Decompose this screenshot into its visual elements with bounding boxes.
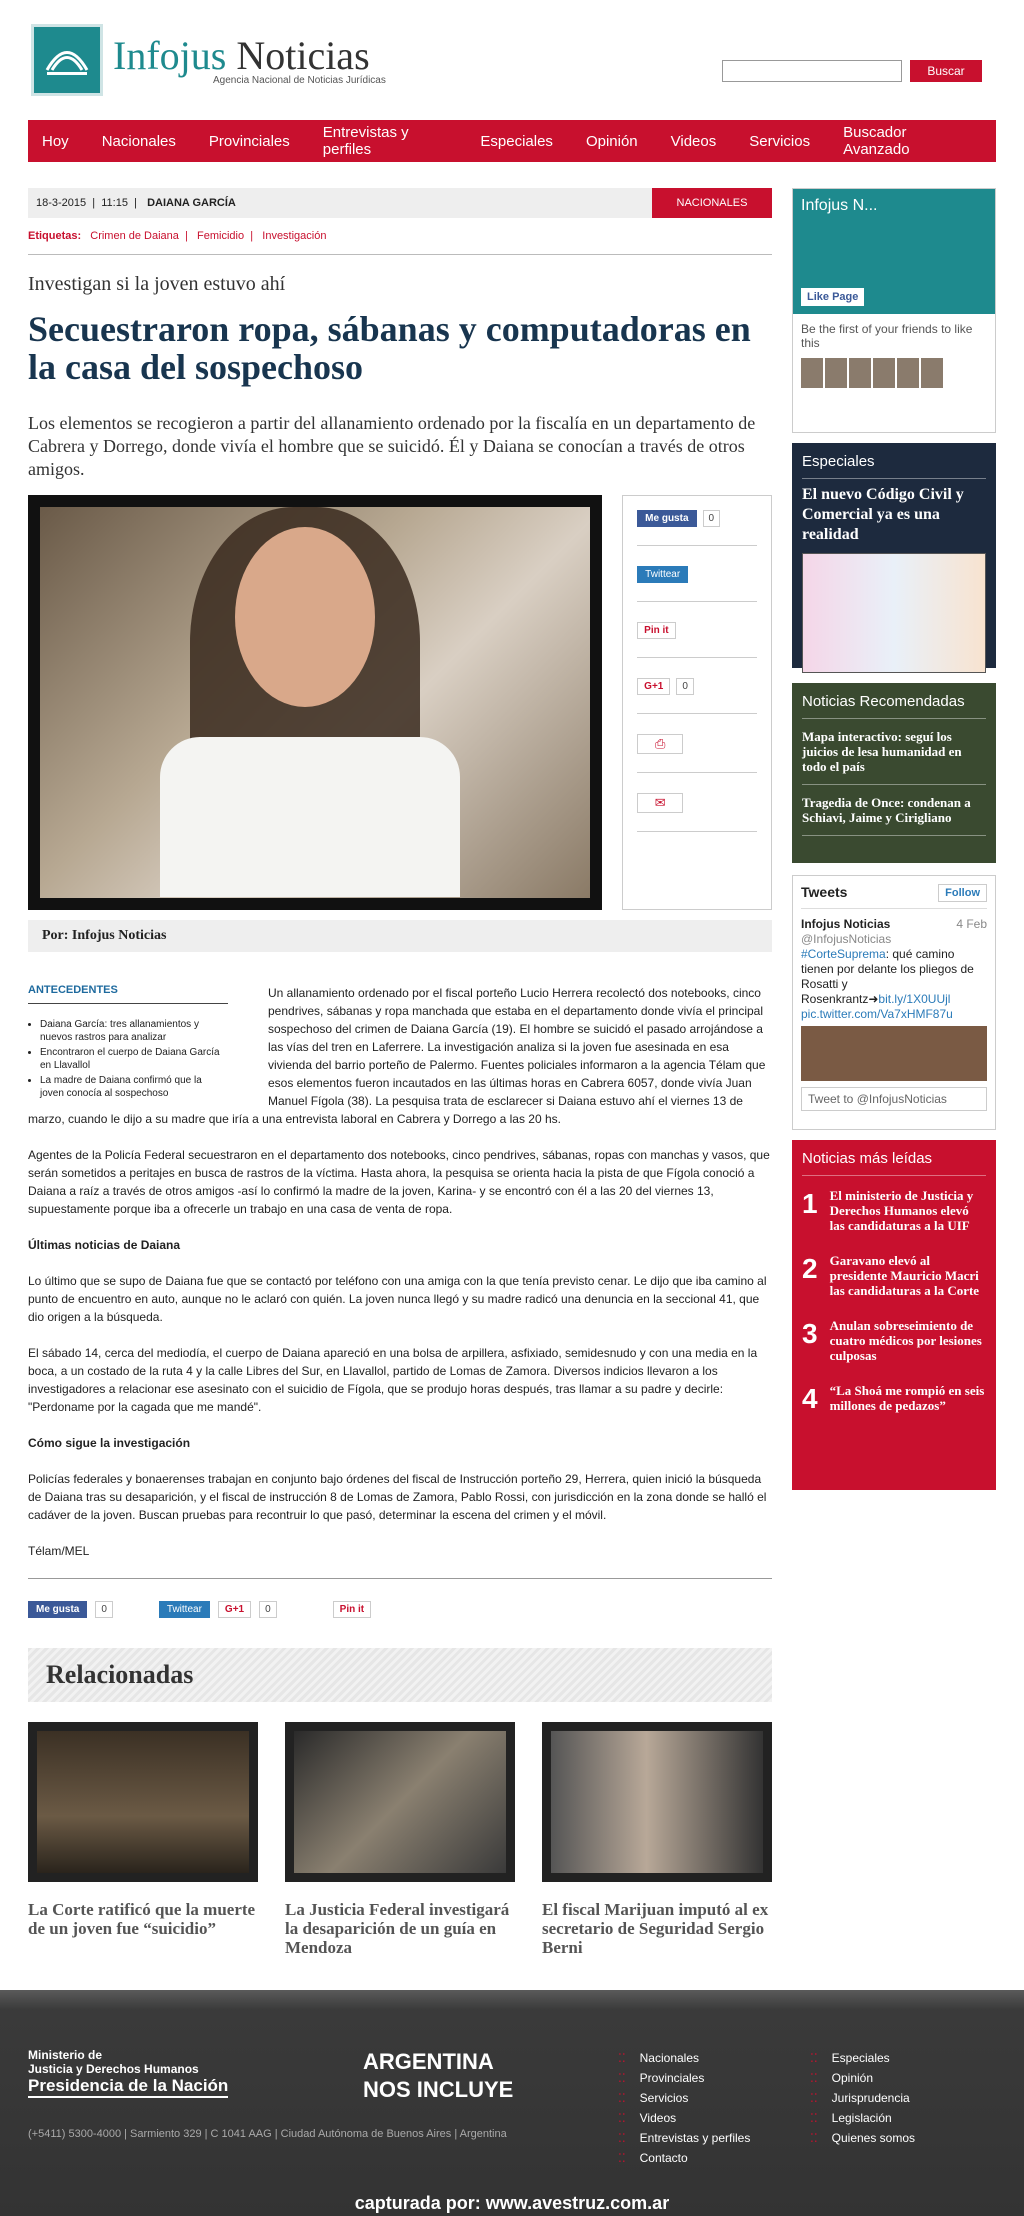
related-headline[interactable]: La Justicia Federal investigará la desaparición de un guía en Mendoza — [285, 1900, 510, 1957]
follow-button[interactable]: Follow — [938, 884, 987, 902]
especiales-panel — [792, 443, 996, 668]
tweet-text: : qué camino tienen por delante los pliegos de Rosatti y Rosenkrantz➜ — [801, 947, 974, 1006]
argentina-line: NOS INCLUYE — [363, 2077, 514, 2102]
mail-icon[interactable]: ✉ — [637, 793, 683, 813]
nav-hoy[interactable]: Hoy — [42, 132, 69, 150]
ministry-line: Presidencia de la Nación — [28, 2079, 228, 2098]
article-photo — [28, 495, 602, 910]
fb-friends-avatars — [793, 358, 995, 388]
recomendada-link[interactable]: Mapa interactivo: seguí los juicios de lesa humanidad en todo el país — [802, 719, 986, 785]
fb-like-page-button[interactable]: Like Page — [801, 288, 864, 306]
rank-number: 4 — [802, 1383, 818, 1414]
tag-link[interactable]: Femicidio — [197, 230, 245, 242]
nav-servicios[interactable]: Servicios — [749, 132, 811, 150]
antecedentes-title: ANTECEDENTES — [28, 984, 228, 1004]
related-image — [28, 1722, 258, 1882]
search-input[interactable] — [722, 60, 902, 82]
tweet-button[interactable]: Twittear — [159, 1601, 210, 1618]
brand-name-a: Infojus — [113, 32, 227, 78]
gplus-count: 0 — [259, 1601, 277, 1618]
rank-number: 3 — [802, 1318, 818, 1349]
related-list — [28, 1722, 772, 1957]
footer-link[interactable]: ⁚⁚ Especiales — [810, 2048, 915, 2068]
footer-links — [618, 2048, 750, 2168]
tag-link[interactable]: Investigación — [262, 230, 327, 242]
footer-address: (+5411) 5300-4000 | Sarmiento 329 | C 1041 AAG | Ciudad Autónoma de Buenos Aires | Argentina — [28, 2128, 507, 2140]
paragraph: Lo último que se supo de Daiana fue que se contactó por teléfono con una amiga con la que tenía previsto cenar. Le dijo que iba camino al punto de encuentro en auto, aunque no le aclaró con quién. La joven nunca llegó y su madre radicó una denuncia en la seccional 41, que dio origen a la búsqueda. — [28, 1274, 767, 1324]
article-main — [28, 188, 772, 1957]
brand-subtitle: Agencia Nacional de Noticias Jurídicas — [213, 74, 386, 86]
gplus-button[interactable]: G+1 — [637, 678, 670, 695]
antecedente-link[interactable]: • Daiana García: tres allanamientos y nuevos rastros para analizar — [40, 1018, 228, 1044]
pinterest-button[interactable]: Pin it — [637, 622, 675, 639]
nav-provinciales[interactable]: Provinciales — [208, 132, 290, 150]
nav-buscador[interactable]: Buscador Avanzado — [843, 124, 910, 158]
related-title: Relacionadas — [28, 1648, 772, 1702]
antecedentes-box — [28, 984, 228, 1102]
antecedente-link[interactable]: • La madre de Daiana confirmó que la joven conocía al sospechoso — [40, 1074, 228, 1100]
paragraph: Policías federales y bonaerenses trabajan en conjunto bajo órdenes del fiscal de Instrucción porteño 29, Herrera, quien inició la búsqueda de Daiana tras su desaparición, y el fiscal de instrucción 8 de Lomas de Zamora, Pablo Rossi, con jurisdicción en la zona donde se halló el cadáver de la joven. Buscan pruebas para recontruir lo que pasó, determinar la escena del crimen y el móvil. — [28, 1472, 767, 1522]
paragraph: Un allanamiento ordenado por el fiscal porteño Lucio Herrera recolectó dos notebooks, cinco pendrives, sábanas y ropa manchada que estaba en el departamento donde vivía el principal sospechoso del crimen de Daiana García (19). El hombre se suicidó el pasado arrojándose a las vías del tren en Laferrere. La investigación analiza si la joven fue asesinada en esa vivienda del barrio porteño de Palermo. Fuentes policiales informaron a la agencia Télam que esos elementos fueron incautados en las últimas horas en Cabrera 6057, donde vivía Juan Manuel Fígola (38). La pesquisa trata de esclarecer si Daiana estuvo ahí el viernes 13 de marzo, cuando le dijo a su madre que iría a una entrevista laboral en Cabrera y Dorrego a las 20 hs. — [28, 986, 766, 1126]
antecedente-link[interactable]: • Encontraron el cuerpo de Daiana García en Llavallol — [40, 1046, 228, 1072]
search-button[interactable]: Buscar — [910, 60, 982, 82]
byline: Por: Infojus Noticias — [28, 920, 772, 952]
mas-leida-link[interactable]: Anulan sobreseimiento de cuatro médicos por lesiones culposas — [829, 1318, 982, 1363]
especiales-title: Especiales — [802, 453, 986, 479]
related-image — [285, 1722, 515, 1882]
brand-name-b: Noticias — [236, 32, 370, 78]
rank-number: 1 — [802, 1188, 818, 1219]
fb-page-name[interactable]: Infojus N... — [801, 197, 878, 214]
especiales-image[interactable] — [802, 553, 986, 673]
footer-link[interactable]: ⁚⁚ Opinión — [810, 2068, 915, 2088]
footer-link[interactable]: ⁚⁚ Contacto — [618, 2148, 750, 2168]
section-badge[interactable]: NACIONALES — [652, 188, 772, 218]
tags-row: Etiquetas: Crimen de Daiana | Femicidio | Investigación — [28, 230, 772, 255]
recomendadas-title: Noticias Recomendadas — [802, 693, 986, 719]
recomendadas-panel — [792, 683, 996, 863]
site-logo[interactable] — [31, 24, 386, 96]
tweet-to-input[interactable]: Tweet to @InfojusNoticias — [801, 1087, 987, 1111]
related-card[interactable] — [542, 1722, 772, 1957]
signature: Télam/MEL — [28, 1544, 90, 1558]
sidebar — [792, 188, 996, 1490]
tags-label: Etiquetas: — [28, 230, 82, 242]
search-form — [722, 60, 982, 82]
tweet-link[interactable]: bit.ly/1X0UUjl pic.twitter.com/Va7xHMF87u — [801, 992, 953, 1021]
argentina-line: ARGENTINA — [363, 2049, 494, 2074]
paragraph: Agentes de la Policía Federal secuestraron en el departamento dos notebooks, cinco pendrives, sábanas, ropas con manchas y vasos, que serán sometidos a peritajes en busca de rastros de la víctima. Hasta ahora, la pesquisa se orienta hacia la pista de que Fígola conoció a Daiana a raíz a través de otros amigos -así lo confirmó la madre de la joven, Karina- y se encontró con él a las 20 del viernes 13, supuestamente porque iba a ofrecerle un trabajo en una casa de venta de ropa. — [28, 1148, 770, 1216]
article-lead: Los elementos se recogieron a partir del allanamiento ordenado por la fiscalía en un departamento de Cabrera y Dorrego, donde vivía el hombre que se suicidó. Él y Daiana se conocían a través de otros amigos. — [28, 413, 756, 479]
ministry-line: Justicia y Derechos Humanos — [28, 2062, 199, 2076]
nav-nacionales[interactable]: Nacionales — [101, 132, 176, 150]
footer-link[interactable]: ⁚⁚ Servicios — [618, 2088, 750, 2108]
article-headline: Secuestraron ropa, sábanas y computadoras en la casa del sospechoso — [28, 309, 751, 387]
facebook-widget — [792, 188, 996, 433]
nav-videos[interactable]: Videos — [670, 132, 717, 150]
site-footer — [0, 1990, 1024, 2216]
article-date: 18-3-2015 — [36, 197, 87, 209]
rank-number: 2 — [802, 1253, 818, 1284]
related-card[interactable] — [28, 1722, 258, 1957]
tweet-date: 4 Feb — [956, 917, 987, 931]
tag-link[interactable]: Crimen de Daiana — [90, 230, 179, 242]
pinterest-button[interactable]: Pin it — [333, 1601, 371, 1618]
tweet-button[interactable]: Twittear — [637, 566, 688, 583]
related-headline[interactable]: La Corte ratificó que la muerte de un joven fue “suicidio” — [28, 1900, 256, 1938]
site-header — [28, 0, 996, 120]
related-headline[interactable]: El fiscal Marijuan imputó al ex secretario de Seguridad Sergio Berni — [542, 1900, 769, 1957]
facebook-like-button[interactable]: Me gusta — [637, 510, 696, 527]
capture-credit: capturada por: www.avestruz.com.ar — [354, 2193, 670, 2213]
tweet-handle[interactable]: @InfojusNoticias — [801, 932, 892, 946]
article-author-tag[interactable]: DAIANA GARCÍA — [147, 197, 236, 209]
footer-link[interactable]: ⁚⁚ Provinciales — [618, 2068, 750, 2088]
logo-emblem-icon — [31, 24, 103, 96]
article-time: 11:15 — [101, 197, 128, 209]
like-count: 0 — [95, 1601, 113, 1618]
print-icon[interactable]: ⎙ — [637, 734, 683, 754]
ministry-line: Ministerio de — [28, 2048, 103, 2062]
share-bar-bottom — [28, 1601, 772, 1618]
footer-link[interactable]: ⁚⁚ Videos — [618, 2108, 750, 2128]
main-nav — [28, 120, 996, 162]
argentina-logo[interactable] — [363, 2048, 513, 2104]
subheading: Cómo sigue la investigación — [28, 1436, 191, 1450]
tweet-author[interactable]: Infojus Noticias — [801, 917, 891, 931]
subheading: Últimas noticias de Daiana — [28, 1238, 181, 1252]
related-image — [542, 1722, 772, 1882]
mas-leida-link[interactable]: El ministerio de Justicia y Derechos Humanos elevó las candidaturas a la UIF — [829, 1188, 974, 1233]
recomendada-link[interactable]: Tragedia de Once: condenan a Schiavi, Jaime y Cirigliano — [802, 785, 986, 836]
tweets-title: Tweets — [801, 884, 848, 900]
nav-opinion[interactable]: Opinión — [585, 132, 638, 150]
share-panel — [622, 495, 772, 910]
footer-link[interactable]: ⁚⁚ Quienes somos — [810, 2128, 915, 2148]
mas-leida-link[interactable]: Garavano elevó al presidente Mauricio Macri las candidaturas a la Corte — [829, 1253, 980, 1298]
paragraph: El sábado 14, cerca del mediodía, el cuerpo de Daiana apareció en una bolsa de arpillera, asfixiado, semidesnudo y con una media en la boca, a un costado de la ruta 4 y la calle Libres del Sur, en Llavallol, partido de Lomas de Zamora. Diversos indicios llevaron a los investigadores a relacionar ese asesinato con el suicidio de Fígola, que se produjo horas después, tras llamar a su padre y decirle: "Perdoname por la cagada que me mandé". — [28, 1346, 758, 1414]
mas-leidas-panel — [792, 1140, 996, 1490]
like-count: 0 — [703, 510, 721, 527]
footer-link[interactable]: ⁚⁚ Jurisprudencia — [810, 2088, 915, 2108]
article-body — [28, 984, 772, 1560]
article-meta: 18-3-2015 | 11:15 | DAIANA GARCÍA NACIONALES — [28, 188, 772, 218]
footer-link[interactable]: ⁚⁚ Nacionales — [618, 2048, 750, 2068]
mas-leida-link[interactable]: “La Shoá me rompió en seis millones de pedazos” — [829, 1383, 985, 1413]
tweet-image[interactable] — [801, 1026, 987, 1081]
footer-links-2 — [810, 2048, 915, 2148]
gplus-button[interactable]: G+1 — [218, 1601, 251, 1618]
especiales-link[interactable]: El nuevo Código Civil y Comercial ya es una realidad — [802, 486, 964, 543]
twitter-widget — [792, 875, 996, 1130]
mas-leidas-title: Noticias más leídas — [802, 1150, 986, 1176]
gplus-count: 0 — [676, 678, 694, 695]
article-kicker: Investigan si la joven estuvo ahí — [28, 273, 286, 295]
tweet-hashtag[interactable]: #CorteSuprema — [801, 947, 886, 961]
nav-especiales[interactable]: Especiales — [480, 132, 553, 150]
related-card[interactable] — [285, 1722, 515, 1957]
nav-entrevistas[interactable]: Entrevistas y perfiles — [322, 124, 409, 158]
facebook-like-button[interactable]: Me gusta — [28, 1601, 87, 1618]
footer-link[interactable]: ⁚⁚ Legislación — [810, 2108, 915, 2128]
footer-link[interactable]: ⁚⁚ Entrevistas y perfiles — [618, 2128, 750, 2148]
fb-friends-text: Be the first of your friends to like this — [801, 322, 973, 350]
